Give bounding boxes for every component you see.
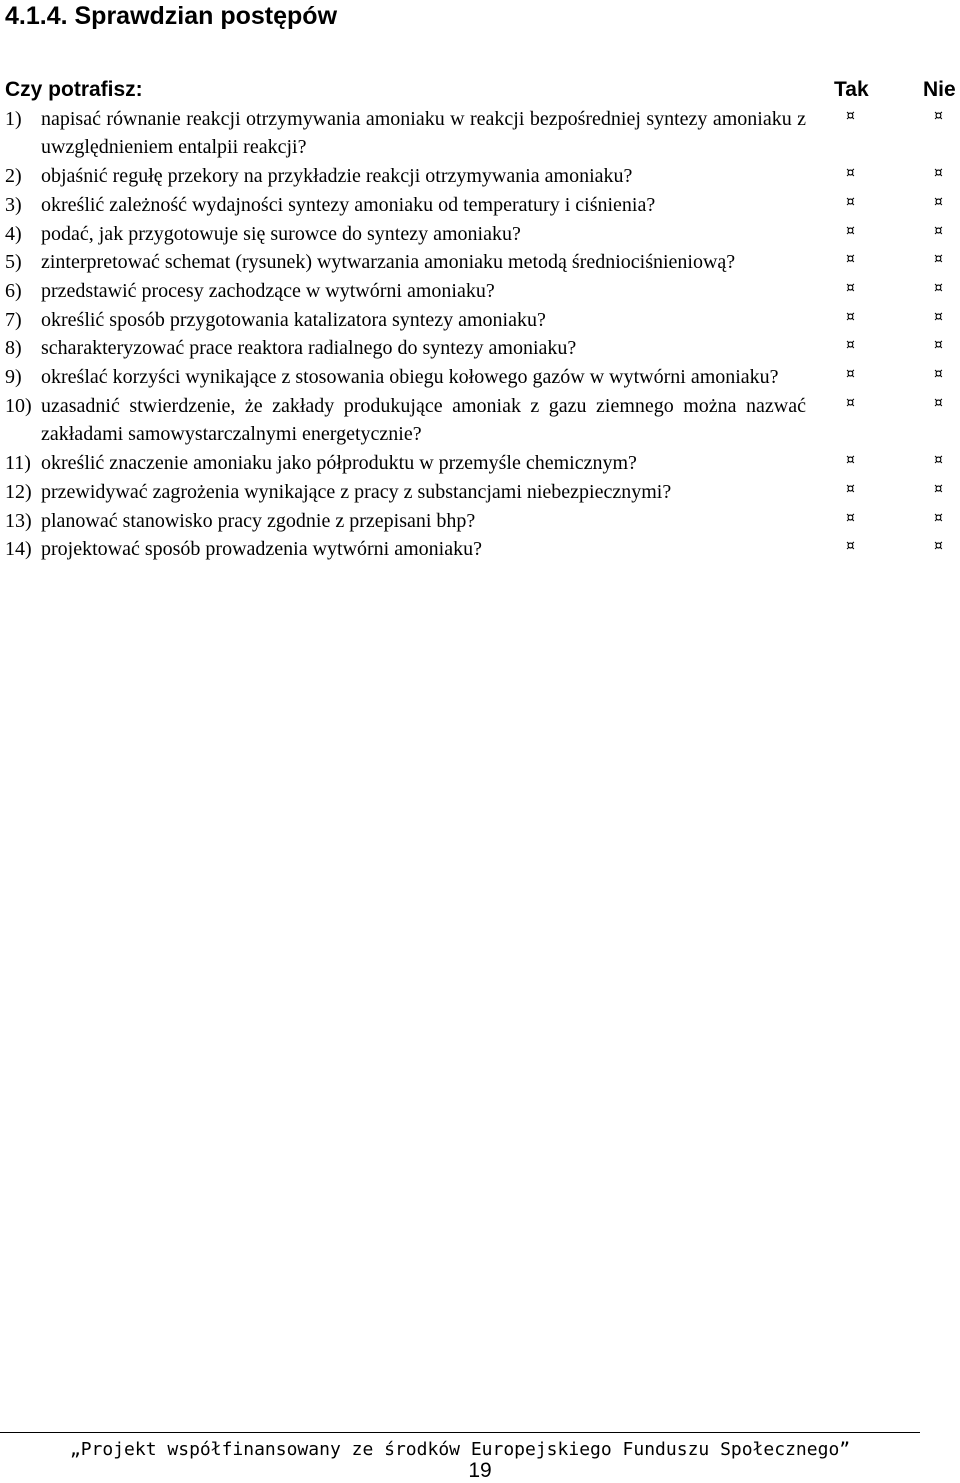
item-number: 2) — [5, 165, 22, 188]
item-text: przedstawić procesy zachodzące w wytwórni amoniaku? — [41, 279, 495, 302]
checklist-item — [5, 220, 960, 249]
no-checkbox[interactable]: ¤ — [934, 452, 943, 469]
checklist-item — [5, 478, 960, 507]
page-number: 19 — [468, 1459, 492, 1482]
item-text: projektować sposób prowadzenia wytwórni amoniaku? — [41, 538, 482, 561]
yes-checkbox[interactable]: ¤ — [846, 308, 855, 325]
item-number: 3) — [5, 193, 22, 216]
item-number: 13) — [5, 509, 32, 532]
no-checkbox[interactable]: ¤ — [934, 165, 943, 182]
item-number: 14) — [5, 538, 32, 561]
yes-checkbox[interactable]: ¤ — [846, 337, 855, 354]
no-checkbox[interactable]: ¤ — [934, 251, 943, 268]
yes-checkbox[interactable]: ¤ — [846, 251, 855, 268]
item-text: określać korzyści wynikające z stosowania obiegu kołowego gazów w wytwórni amoniaku? — [41, 366, 779, 389]
yes-checkbox[interactable]: ¤ — [846, 538, 855, 555]
yes-checkbox[interactable]: ¤ — [846, 509, 855, 526]
column-header-yes: Tak — [834, 78, 869, 101]
yes-checkbox[interactable]: ¤ — [846, 366, 855, 383]
item-number: 4) — [5, 222, 22, 245]
no-checkbox[interactable]: ¤ — [934, 538, 943, 555]
question-label: Czy potrafisz: — [5, 78, 143, 101]
checklist-item — [5, 392, 960, 449]
no-checkbox[interactable]: ¤ — [934, 480, 943, 497]
yes-checkbox[interactable]: ¤ — [846, 107, 855, 124]
checklist-item — [5, 507, 960, 536]
checklist-item — [5, 334, 960, 363]
table-header — [5, 76, 960, 105]
item-number: 5) — [5, 251, 22, 274]
item-text: uzasadnić stwierdzenie, że zakłady produkujące amoniak z gazu ziemnego można nazwać zakładami samowystarczalnymi energetycznie? — [41, 394, 806, 446]
no-checkbox[interactable]: ¤ — [934, 337, 943, 354]
checklist-item — [5, 306, 960, 335]
no-checkbox[interactable]: ¤ — [934, 222, 943, 239]
item-number: 11) — [5, 452, 31, 475]
checklist-item — [5, 535, 960, 564]
item-text: podać, jak przygotowuje się surowce do syntezy amoniaku? — [41, 222, 521, 245]
yes-checkbox[interactable]: ¤ — [846, 165, 855, 182]
checklist-item — [5, 105, 960, 162]
footer-funding-note: „Projekt współfinansowany ze środków Europejskiego Funduszu Społecznego” — [69, 1439, 851, 1460]
item-text: objaśnić regułę przekory na przykładzie reakcji otrzymywania amoniaku? — [41, 165, 633, 188]
yes-checkbox[interactable]: ¤ — [846, 222, 855, 239]
yes-checkbox[interactable]: ¤ — [846, 480, 855, 497]
yes-checkbox[interactable]: ¤ — [846, 279, 855, 296]
item-number: 6) — [5, 279, 22, 302]
no-checkbox[interactable]: ¤ — [934, 308, 943, 325]
yes-checkbox[interactable]: ¤ — [846, 452, 855, 469]
checklist-item — [5, 449, 960, 478]
no-checkbox[interactable]: ¤ — [934, 394, 943, 411]
no-checkbox[interactable]: ¤ — [934, 193, 943, 210]
yes-checkbox[interactable]: ¤ — [846, 193, 855, 210]
section-title: 4.1.4. Sprawdzian postępów — [5, 2, 338, 30]
item-text: napisać równanie reakcji otrzymywania amoniaku w reakcji bezpośredniej syntezy amoniaku z uwzględnieniem entalpii reakcji? — [41, 107, 806, 159]
no-checkbox[interactable]: ¤ — [934, 107, 943, 124]
yes-checkbox[interactable]: ¤ — [846, 394, 855, 411]
checklist-item — [5, 363, 960, 392]
item-text: przewidywać zagrożenia wynikające z pracy z substancjami niebezpiecznymi? — [41, 480, 672, 503]
checklist-item — [5, 277, 960, 306]
no-checkbox[interactable]: ¤ — [934, 279, 943, 296]
item-text: planować stanowisko pracy zgodnie z przepisani bhp? — [41, 509, 476, 532]
item-number: 12) — [5, 480, 32, 503]
no-checkbox[interactable]: ¤ — [934, 509, 943, 526]
item-text: określić sposób przygotowania katalizatora syntezy amoniaku? — [41, 308, 546, 331]
item-number: 10) — [5, 394, 32, 417]
item-text: określić zależność wydajności syntezy amoniaku od temperatury i ciśnienia? — [41, 193, 656, 216]
column-header-no: Nie — [923, 78, 956, 101]
footer-divider — [0, 1432, 920, 1433]
item-text: zinterpretować schemat (rysunek) wytwarzania amoniaku metodą średniociśnieniową? — [41, 251, 736, 274]
item-text: określić znaczenie amoniaku jako półproduktu w przemyśle chemicznym? — [41, 452, 637, 475]
no-checkbox[interactable]: ¤ — [934, 366, 943, 383]
checklist-item — [5, 162, 960, 191]
checklist-item — [5, 248, 960, 277]
item-number: 7) — [5, 308, 22, 331]
item-number: 9) — [5, 366, 22, 389]
item-text: scharakteryzować prace reaktora radialnego do syntezy amoniaku? — [41, 337, 577, 360]
checklist-item — [5, 191, 960, 220]
item-number: 1) — [5, 107, 22, 130]
item-number: 8) — [5, 337, 22, 360]
self-check-table — [5, 76, 960, 564]
